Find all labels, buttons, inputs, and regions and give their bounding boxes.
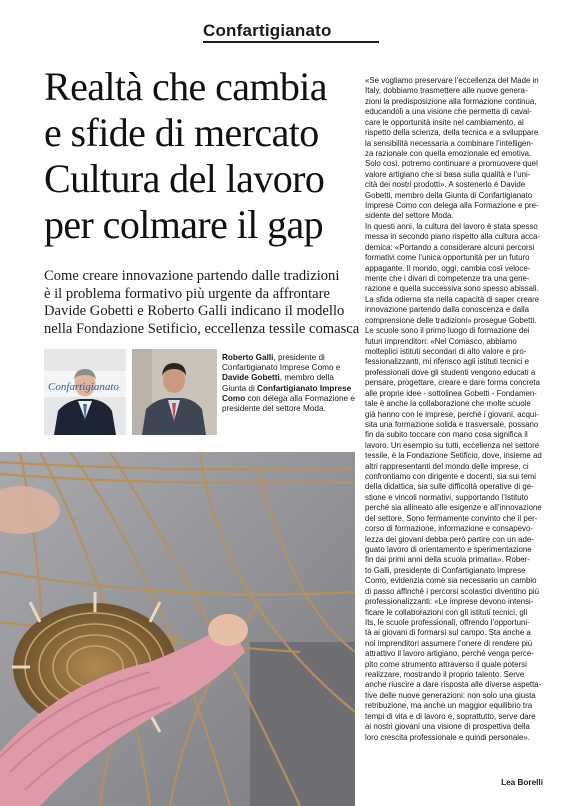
article-body-line: rispetto della scienza, della tecnica e a sviluppare [365, 128, 539, 138]
author-signature: Lea Borelli [501, 778, 543, 787]
article-body-line: la sensibilità necessaria a combinare l’intelligen- [365, 138, 534, 148]
article-body-line: za razionale con quella emozionale ed emotiva. [365, 148, 532, 158]
article-body-line: futuri imprenditori: «Nel Comasco, abbiamo [365, 336, 517, 346]
standfirst [44, 268, 360, 338]
caption-role-galli: , presidente di Confartigianato Imprese Como e [222, 353, 341, 373]
article-body-line: fin dai primi anni della scuola primaria». Rober- [365, 555, 530, 565]
article-body-line: mente che i divari di competenze tra una gene- [365, 274, 530, 284]
article-body-line: lavoro. Un esempio su tutti, eccellenza nel settore [365, 440, 540, 450]
article-body-line: comprensione delle tradizioni» prosegue Gobetti. [365, 315, 537, 325]
article-body-line: professionalizzanti: «Le imprese devono intensi- [365, 597, 534, 607]
article-body-line: stione e vincoli normativi, supportando l’Istituto [365, 492, 529, 502]
photo-caption [222, 353, 358, 414]
caption-role-formazione: con delega alla Formazione e presidente del settore Moda. [222, 393, 355, 414]
article-body-line: noi imprenditori assumere l’onere di rendere più [365, 638, 533, 648]
article-body-line: fessionalizzanti, mi riferisco agli istituti tecnici e [365, 357, 530, 367]
article-body-line: La sfida odierna sta nella capacità di saper creare [365, 294, 540, 304]
article-body-line: In questi anni, la cultura del lavoro è stata spesso [365, 221, 538, 231]
article-body-line: corso di formazione, informazione e consapevo- [365, 524, 533, 534]
article-body-line: attrattivo il lavoro artigiano, perché venga perce- [365, 649, 534, 659]
article-body-line: tà ai giovani di formarsi sul campo. Sta anche a [365, 628, 531, 638]
headline [44, 64, 354, 248]
standfirst-line: Davide Gobetti e Roberto Galli indicano il modello [44, 303, 345, 320]
article-body-line: professionali dove gli studenti vengono educati a [365, 367, 536, 377]
caption-org: Confartigianato Imprese Como [222, 383, 352, 403]
article-body-line: della didattica, sia sulle difficoltà operative di ge- [365, 482, 534, 492]
article-body-line: appagante. Il mondo, oggi, cambia così veloce- [365, 263, 531, 273]
article-body-line: alle proprie idee - sottolinea Gobetti - Fondamen- [365, 388, 537, 398]
caption-name-galli: Roberto Galli [222, 353, 274, 362]
article-body-line: cità dei nostri prodotti». A sostenerlo è Davide [365, 180, 526, 190]
article-body-line: loro crescita professionale e quindi personale». [365, 732, 530, 742]
headline-line: per colmare il gap [44, 202, 324, 247]
article-body-line: sita una formazione solida e trasversale, possano [365, 419, 539, 429]
article-body-line: tempi di vita e di lavoro e, soprattutto, serve dare [365, 711, 536, 721]
article-body-line: ficare le collaborazioni con gli istituti tecnici, gli [365, 607, 528, 617]
article-body-line: Como, evidenzia come sia necessario un cambio [365, 576, 537, 586]
article-body-line: del settore. Sono fermamente convinto che il per- [365, 513, 538, 523]
standfirst-line: è il problema formativo più urgente da affrontare [44, 285, 330, 302]
article-body-line: Gobetti, membro della Giunta di Confartigianato [365, 190, 533, 200]
article-body-line: educandoli a una visione che permetta di caval- [365, 107, 532, 117]
article-body-line: innovazione partendo dalla conoscenza e dalla [365, 305, 530, 315]
headline-line: e sfide di mercato [44, 110, 319, 155]
article-body-line: lezza dei giovani debba però partire con un ade- [365, 534, 534, 544]
article-body-line: valore artigiano che si basa sulla qualità e l’uni- [365, 169, 531, 179]
article-body-line: confrontiamo con dirigente e docenti, sia sui temi [365, 472, 537, 482]
article-body-line: altri rappresentanti del mondo delle imprese, ci [365, 461, 529, 471]
article-body-line: retribuzione, ma anche un maggior equilibrio tra [365, 701, 533, 711]
basket-weaving-illustration [0, 452, 355, 806]
article-body-line: anche riuscire a dare risposta alle diverse aspetta- [365, 680, 542, 690]
article-body-line: fin da subito toccare con mano cosa significa il [365, 430, 528, 440]
article-body-line: Le scuole sono il primo luogo di formazione dei [365, 326, 530, 336]
article-body-line: care le opportunità insite nel cambiamento, al [365, 117, 524, 127]
headline-line: Realtà che cambia [44, 64, 327, 109]
article-body-line: Imprese Como con delega alla Formazione e pre- [365, 201, 539, 211]
portrait-davide-gobetti [132, 349, 217, 435]
article-body-line: tale è anche la collaborazione che molte scuole [365, 399, 531, 409]
article-body-line: zioni la predisposizione alla formazione continua, [365, 96, 537, 106]
article-body-line: «Se vogliamo preservare l’eccellenza del Made in [365, 76, 539, 85]
article-body-line: Italy, dobbiamo trasmettere alle nuove genera- [365, 86, 528, 96]
section-header: Confartigianato [203, 22, 379, 43]
article-body-line: di passo affinché i percorsi scolastici diventino più [365, 586, 539, 596]
article-body-line: tessile, è la Fondazione Setificio, dove, insieme ad [365, 451, 542, 461]
headline-line: Cultura del lavoro [44, 156, 325, 201]
article-body-line: perché sia allineato alle esigenze e all’innovazione [365, 503, 542, 513]
article-body-line: già hanno con le imprese, perché i giovani, acqui- [365, 409, 539, 419]
caption-name-gobetti: Davide Gobetti [222, 373, 280, 383]
caption-role-gobetti: , membro della Giunta di [222, 373, 334, 393]
standfirst-line: Come creare innovazione partendo dalle tradizioni [44, 268, 340, 284]
article-body-line: pito come strumento attraverso il quale potersi [365, 659, 527, 669]
article-body-line: tive delle nuove generazioni: non solo una giusta [365, 690, 536, 700]
article-body-line: formativi come l’unica opportunità per un futuro [365, 253, 530, 263]
portrait-roberto-galli [44, 349, 126, 435]
article-body-line: Solo così, potremo continuare a promuovere quel [365, 159, 538, 169]
article-body-line: sidente del settore Moda. [365, 211, 454, 221]
article-body-line: guato lavoro di orientamento e sperimentazione [365, 544, 532, 554]
portrait-davide-gobetti-illustration [132, 349, 217, 435]
article-body-line: demica: «Portando a considerare alcuni percorsi [365, 242, 535, 252]
photo-basket-weaving [0, 452, 355, 806]
article-body-line: pensare, progettare, creare e dare forma concreta [365, 378, 541, 388]
article-body [365, 76, 543, 743]
article-body-line: messa in secondo piano rispetto alla cultura acca- [365, 232, 541, 242]
article-body-line: molteplici istituti secondari di alto valore e pro- [365, 346, 527, 356]
article-body-line: to Galli, presidente di Confartigianato Imprese [365, 565, 526, 575]
article-body-line: Its, le scuole professionali, offrendo l’opportuni- [365, 617, 530, 627]
confartigianato-logo: Confartigianato [48, 381, 119, 393]
article-body-line: ai nostri giovani una visione di prospettiva della [365, 722, 530, 732]
article-body-line: razione e quella successiva sono spesso abissali. [365, 284, 539, 294]
standfirst-line: nella Fondazione Setificio, eccellenza tessile comasca [44, 320, 360, 337]
article-body-line: realizzare, mostrando il proprio talento. Serve [365, 670, 525, 680]
